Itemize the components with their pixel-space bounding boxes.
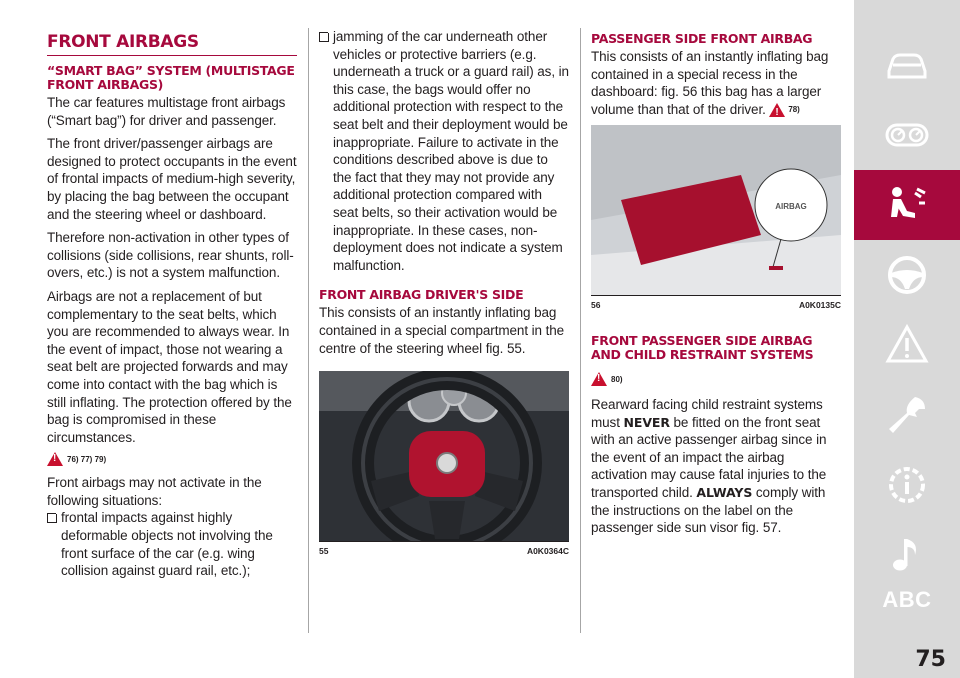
child-text-3: comply with the instructions on the label on the passenger side sun visor fig. 57. [591, 484, 826, 536]
steering-wheel-illustration [319, 371, 569, 541]
checkbox-bullet-icon [47, 513, 57, 523]
sidebar-item-gauges[interactable] [854, 100, 960, 170]
page-number: 75 [915, 647, 946, 672]
warning-ref-number: 80) [611, 374, 623, 384]
info-gear-icon [885, 463, 929, 507]
paragraph-may-not-activate: Front airbags may not activate in the following situations: [47, 475, 262, 508]
column-2 [319, 28, 569, 556]
figure-caption [319, 546, 569, 556]
passenger-text: This consists of an instantly inflating bag contained in a special recess in the dashboard: fig. 56 this bag has a larger volume than that of the driver. [591, 49, 829, 117]
figure-caption [591, 300, 841, 310]
warning-triangle-icon [885, 323, 929, 367]
wrench-icon [885, 393, 929, 437]
smart-bag-heading: “SMART BAG” SYSTEM (MULTISTAGE FRONT AIRBAGS) [47, 63, 295, 92]
bullet-text: jamming of the car underneath other vehicles or protective barriers (e.g. underneath a truck or a guard rail) as, in this case, the bags would offer no additional protection with respect to the seat belt and their deployment would be inappropriate. Failure to activate in the conditions described above is due to the fact that they may not provide any additional protection compared with seat belts, so their activation would be inappropriate. In these cases, non-deployment does not indicate a system malfunction. [333, 29, 569, 273]
paragraph-child-restraint [591, 396, 841, 537]
figure-55 [319, 371, 569, 556]
figure-code: A0K0364C [526, 546, 569, 557]
never-emphasis: NEVER [623, 414, 670, 430]
figure-number: 56 [591, 300, 601, 311]
passenger-side-heading: PASSENGER SIDE FRONT AIRBAG [591, 31, 813, 46]
warning-icon [47, 452, 63, 466]
steering-wheel-photo [319, 371, 569, 542]
warning-reference [591, 372, 841, 386]
sidebar-item-airbag-safety[interactable] [854, 170, 960, 240]
figure-number: 55 [319, 546, 329, 557]
column-1 [47, 28, 297, 586]
dashboard-illustration [591, 125, 841, 295]
paragraph-driver-airbag: This consists of an instantly inflating bag contained in a special compartment in the centre of the steering wheel fig. 55. [319, 305, 565, 356]
steering-wheel-icon [885, 253, 929, 297]
child-restraint-heading: FRONT PASSENGER SIDE AIRBAG AND CHILD RESTRAINT SYSTEMS [591, 333, 814, 363]
sidebar-item-index[interactable] [854, 565, 960, 635]
warning-reference [47, 452, 297, 466]
child-text-2: be fitted on the front seat with an active passenger airbag since in the event of an impact the airbag activation may cause fatal injuries to the transported child. [591, 414, 827, 500]
column-separator-2 [580, 28, 581, 633]
paragraph-non-activation: Therefore non-activation in other types of collisions (side collisions, rear shunts, roll-overs, etc.) is not a system malfunction. [47, 230, 294, 281]
bullet-text: frontal impacts against highly deformable objects not involving the front surface of the car (e.g. wing collision against guard rail, etc.); [61, 510, 273, 579]
bullet-item-frontal-impacts [47, 509, 297, 579]
child-text-1: Rearward facing child restraint systems must [591, 397, 823, 430]
abc-text: ABC [882, 587, 932, 612]
warning-ref-numbers: 76) 77) 79) [67, 454, 107, 464]
paragraph-multistage: The car features multistage front airbags (“Smart bag”) for driver and passenger. [47, 95, 286, 128]
car-icon [885, 43, 929, 87]
sidebar-item-warnings[interactable] [854, 310, 960, 380]
sidebar-item-car[interactable] [854, 30, 960, 100]
airbag-person-icon [885, 183, 929, 227]
sidebar-item-technical-data[interactable] [854, 450, 960, 520]
sidebar-item-steering[interactable] [854, 240, 960, 310]
warning-ref-number: 78) [788, 105, 800, 115]
chapter-sidebar [854, 0, 960, 678]
warning-icon [769, 103, 785, 117]
column-separator-1 [308, 28, 309, 633]
figure-56 [591, 125, 841, 310]
dashboard-photo [591, 125, 841, 296]
airbag-label: AIRBAG [775, 202, 807, 212]
paragraph-protection: The front driver/passenger airbags are designed to protect occupants in the event of frontal impacts of medium-high severity, by placing the bag between the occupant and the steering wheel or dashboard. [47, 136, 297, 222]
driver-side-heading: FRONT AIRBAG DRIVER'S SIDE [319, 287, 524, 303]
checkbox-bullet-icon [319, 32, 329, 42]
inline-warning [769, 101, 799, 119]
always-emphasis: ALWAYS [696, 484, 753, 500]
sidebar-item-maintenance[interactable] [854, 380, 960, 450]
paragraph-passenger-airbag [591, 48, 841, 119]
section-title: FRONT AIRBAGS [47, 32, 297, 56]
column-3 [591, 28, 841, 543]
figure-code: A0K0135C [798, 300, 841, 311]
paragraph-seat-belts: Airbags are not a replacement of but complementary to the seat belts, which you are recommended to always wear. In the event of impact, those not wearing a seat belt are projected forwards and may come into contact with the bag which is still inflating. The protection offered by the bag is compromised in these circumstances. [47, 288, 292, 445]
gauges-icon [885, 113, 929, 157]
warning-icon [591, 372, 607, 386]
bullet-item-jamming [319, 28, 569, 274]
